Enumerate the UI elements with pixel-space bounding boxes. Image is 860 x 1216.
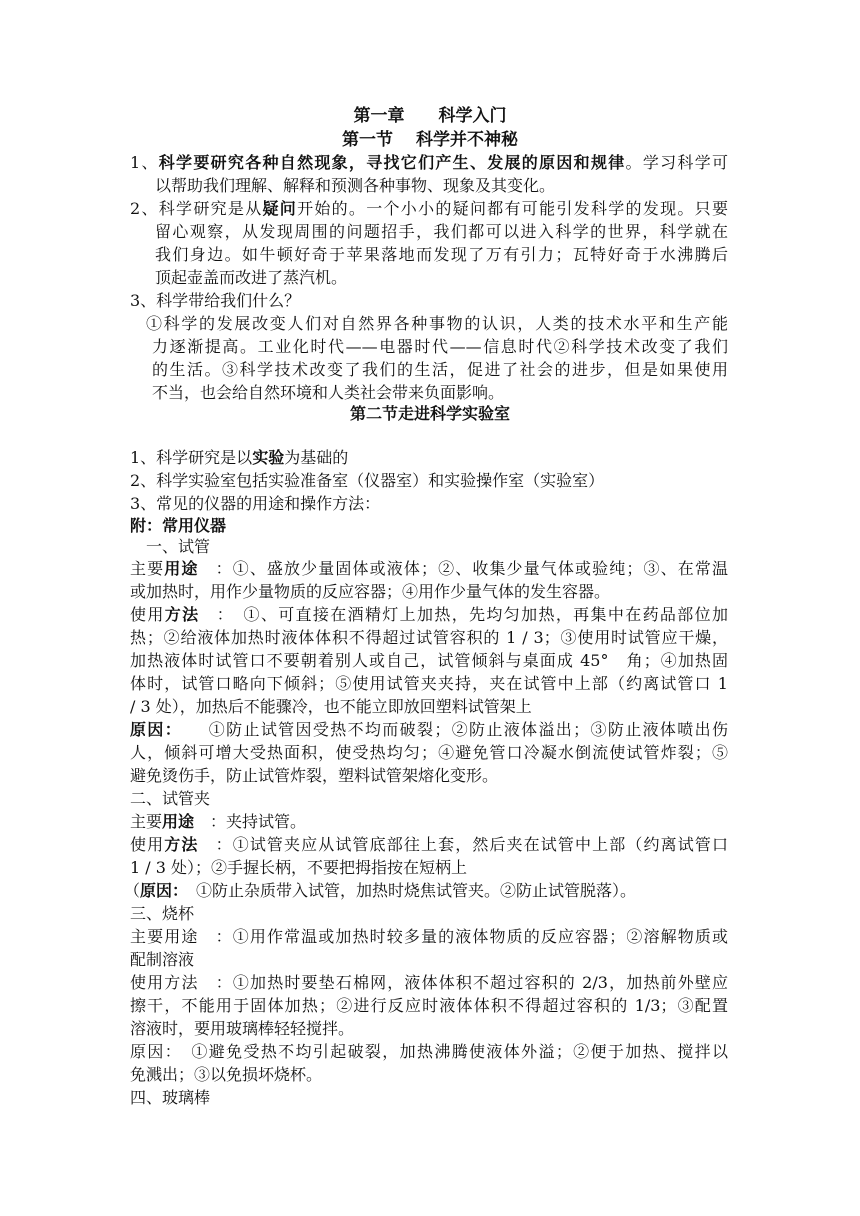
clamp-method-line2: 1 / 3 处）；②手握长柄，不要把拇指按在短柄上 [130,858,468,877]
appendix-heading: 附：常用仪器 [130,516,227,535]
clamp-method-line1: 使用方法 ：①试管夹应从试管底部往上套，然后夹在试管中上部（约离试管口 [130,835,728,854]
tube-use-line1: 主要用途 ：①、盛放少量固体或液体；②、收集少量气体或验纯；③、在常温 [130,559,728,578]
s2-line2: 2、科学实验室包括实验准备室（仪器室）和实验操作室（实验室） [130,471,605,490]
beaker-method-line1: 使用方法 ：①加热时要垫石棉网，液体体积不超过容积的 2/3，加热前外壁应 [130,973,728,992]
s1-p3-line4: 的生活。③科学技术改变了我们的生活，促进了社会的进步，但是如果使用 [152,360,728,379]
tube-method-line5: / 3 处），加热后不能骤冷，也不能立即放回塑料试管架上 [130,697,532,716]
s1-p3-line5: 不当，也会给自然环境和人类社会带来负面影响。 [152,383,505,402]
s1-p1-line1: 1、科学要研究各种自然现象，寻找它们产生、发展的原因和规律。学习科学可 [130,153,728,172]
s1-p3-line3: 力逐渐提高。工业化时代——电器时代——信息时代②科学技术改变了我们 [152,337,728,356]
s1-p3-line2: ①科学的发展改变人们对自然界各种事物的认识，人类的技术水平和生产能 [146,314,728,333]
s2-line3: 3、常见的仪器的用途和操作方法： [130,494,381,513]
beaker-reason-line1: 原因： ①避免受热不均引起破裂，加热沸腾使液体外溢；②便于加热、搅拌以 [130,1042,728,1061]
s1-p2-line1: 2、科学研究是从疑问开始的。一个小小的疑问都有可能引发科学的发现。只要 [130,199,728,218]
beaker-heading: 三、烧杯 [130,904,195,923]
clamp-use-line1: 主要用途 ：夹持试管。 [130,812,307,831]
beaker-method-line3: 溶液时，要用玻璃棒轻轻搅拌。 [130,1019,355,1038]
tube-reason-line2: 人，倾斜可增大受热面积，使受热均匀；④避免管口冷凝水倒流使试管炸裂；⑤ [130,743,728,762]
clamp-reason-line1: （原因： ①防止杂质带入试管，加热时烧焦试管夹。②防止试管脱落）。 [124,881,637,900]
s1-p3-heading: 3、科学带给我们什么？ [130,291,301,310]
chapter-title: 第一章 科学入门 [353,106,507,126]
tube-method-line4: 体时，试管口略向下倾斜；⑤使用试管夹夹持，夹在试管中上部（约离试管口 1 [130,674,728,693]
section-1-title: 第一节 科学并不神秘 [342,130,518,150]
tube-reason-line1: 原因： ①防止试管因受热不均而破裂；②防止液体溢出；③防止液体喷出伤 [130,720,728,739]
tube-use-line2: 或加热时，用作少量物质的反应容器；④用作少量气体的发生容器。 [130,582,611,601]
s1-p2-line3: 我们身边。如牛顿好奇于苹果落地而发现了万有引力；瓦特好奇于水沸腾后 [155,245,728,264]
tube-method-line1: 使用方法 ： ①、可直接在酒精灯上加热，先均匀加热，再集中在药品部位加 [130,605,728,624]
rod-heading: 四、玻璃棒 [130,1088,211,1107]
clamp-heading: 二、试管夹 [130,789,211,808]
tube-heading: 一、试管 [146,537,211,556]
beaker-method-line2: 擦干，不能用于固体加热；②进行反应时液体体积不得超过容积的 1/3；③配置 [130,996,728,1015]
s1-p2-line4: 顶起壶盖而改进了蒸汽机。 [155,268,348,287]
tube-method-line2: 热；②给液体加热时液体体积不得超过试管容积的 1 / 3；③使用时试管应干燥， [130,628,728,647]
beaker-use-line2: 配制溶液 [130,950,195,969]
beaker-reason-line2: 免溅出；③以免损坏烧杯。 [130,1065,323,1084]
beaker-use-line1: 主要用途 ：①用作常温或加热时较多量的液体物质的反应容器；②溶解物质或 [130,927,728,946]
s1-p1-line2: 以帮助我们理解、解释和预测各种事物、现象及其变化。 [155,176,556,195]
tube-method-line3: 加热液体时试管口不要朝着别人或自己，试管倾斜与桌面成 45° 角；④加热固 [130,651,728,670]
section-2-title: 第二节走进科学实验室 [349,404,510,423]
s2-line1: 1、科学研究是以实验为基础的 [130,448,349,467]
s1-p2-line2: 留心观察，从发现周围的问题招手，我们都可以进入科学的世界，科学就在 [155,222,728,241]
tube-reason-line3: 避免烫伤手，防止试管炸裂，塑料试管架熔化变形。 [130,766,499,785]
